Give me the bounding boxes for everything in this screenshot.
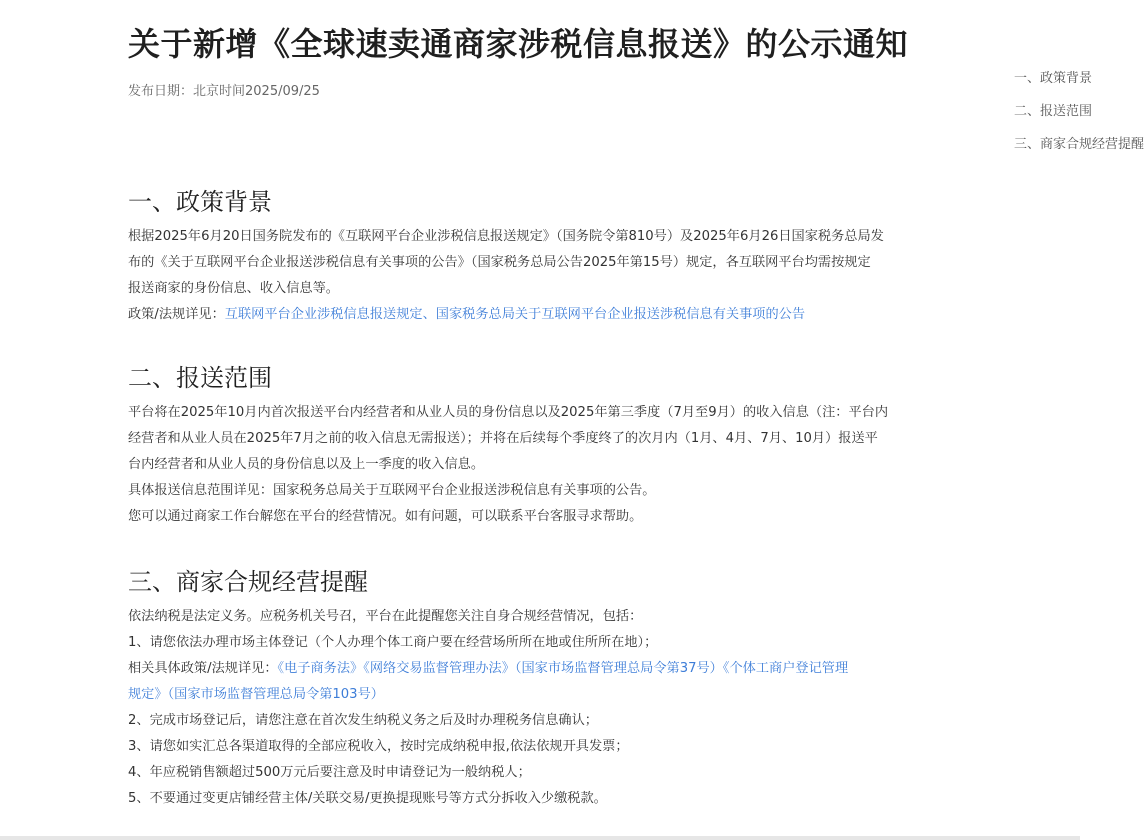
policy-link-announcement[interactable]: 国家税务总局关于互联网平台企业报送涉税信息有关事项的公告: [435, 307, 806, 322]
policy-link-separator: 、: [422, 307, 436, 322]
table-of-contents: [1014, 62, 1144, 161]
list-item: 1、请您依法办理市场主体登记（个人办理个体工商户要在经营场所所在地或住所所在地）；: [128, 635, 658, 650]
section-paragraph: [128, 400, 978, 478]
horizontal-scrollbar[interactable]: [0, 836, 1080, 840]
detail-line: 具体报送信息范围详见：国家税务总局关于互联网平台企业报送涉税信息有关事项的公告。: [128, 483, 656, 498]
section-reporting-scope: [128, 362, 978, 530]
article: [128, 22, 978, 806]
toc-item-compliance-reminder[interactable]: 三、商家合规经营提醒: [1014, 137, 1144, 152]
paragraph-line: 报送商家的身份信息、收入信息等。: [128, 281, 339, 296]
page-title: 关于新增《全球速卖通商家涉税信息报送》的公示通知: [128, 25, 909, 63]
list-item: 3、请您如实汇总各渠道取得的全部应税收入，按时完成纳税申报,依法依规开具发票；: [128, 739, 629, 754]
section-heading: 二、报送范围: [128, 364, 272, 392]
policy-links-label: 政策/法规详见：: [128, 307, 225, 322]
paragraph-line: 平台将在2025年10月内首次报送平台内经营者和从业人员的身份信息以及2025年第三季度（7月至9月）的收入信息（注：平台内: [128, 405, 889, 420]
policy-links-line: [128, 302, 978, 328]
paragraph-line: 布的《关于互联网平台企业报送涉税信息有关事项的公告》（国家税务总局公告2025年第15号）规定，各互联网平台均需按规定: [128, 255, 871, 270]
section-compliance-reminder: [128, 566, 978, 812]
paragraph-line: 经营者和从业人员在2025年7月之前的收入信息无需报送）；并将在后续每个季度终了的次月内（1月、4月、7月、10月）报送平: [128, 431, 878, 446]
paragraph-line: 台内经营者和从业人员的身份信息以及上一季度的收入信息。: [128, 457, 485, 472]
section-heading: 一、政策背景: [128, 188, 272, 216]
list-item: 5、不要通过变更店铺经营主体/关联交易/更换提现账号等方式分拆收入少缴税款。: [128, 791, 607, 806]
paragraph-line: 根据2025年6月20日国务院发布的《互联网平台企业涉税信息报送规定》（国务院令第810号）及2025年6月26日国家税务总局发: [128, 229, 884, 244]
related-policy-line: [128, 656, 978, 708]
toc-item-policy-background[interactable]: 一、政策背景: [1014, 71, 1093, 86]
policy-link-regulation[interactable]: 互联网平台企业涉税信息报送规定: [224, 307, 423, 322]
related-policy-label: 相关具体政策/法规详见：: [128, 661, 278, 676]
related-policy-link[interactable]: 《电子商务法》《网络交易监督管理办法》（国家市场监督管理总局令第37号）《个体工商户登记管理: [277, 661, 849, 676]
related-policy-link-cont[interactable]: 规定》（国家市场监督管理总局令第103号）: [128, 687, 384, 702]
section-policy-background: [128, 186, 978, 328]
list-item: 2、完成市场登记后，请您注意在首次发生纳税义务之后及时办理税务信息确认；: [128, 713, 598, 728]
section-heading: 三、商家合规经营提醒: [128, 568, 368, 596]
publish-date: 发布日期：北京时间2025/09/25: [128, 84, 320, 99]
list-item: 4、年应税销售额超过500万元后要注意及时申请登记为一般纳税人；: [128, 765, 531, 780]
toc-item-reporting-scope[interactable]: 二、报送范围: [1014, 104, 1093, 119]
intro-line: 依法纳税是法定义务。应税务机关号召，平台在此提醒您关注自身合规经营情况，包括：: [128, 609, 643, 624]
contact-line: 您可以通过商家工作台解您在平台的经营情况。如有问题，可以联系平台客服寻求帮助。: [128, 509, 643, 524]
section-paragraph: [128, 224, 978, 302]
